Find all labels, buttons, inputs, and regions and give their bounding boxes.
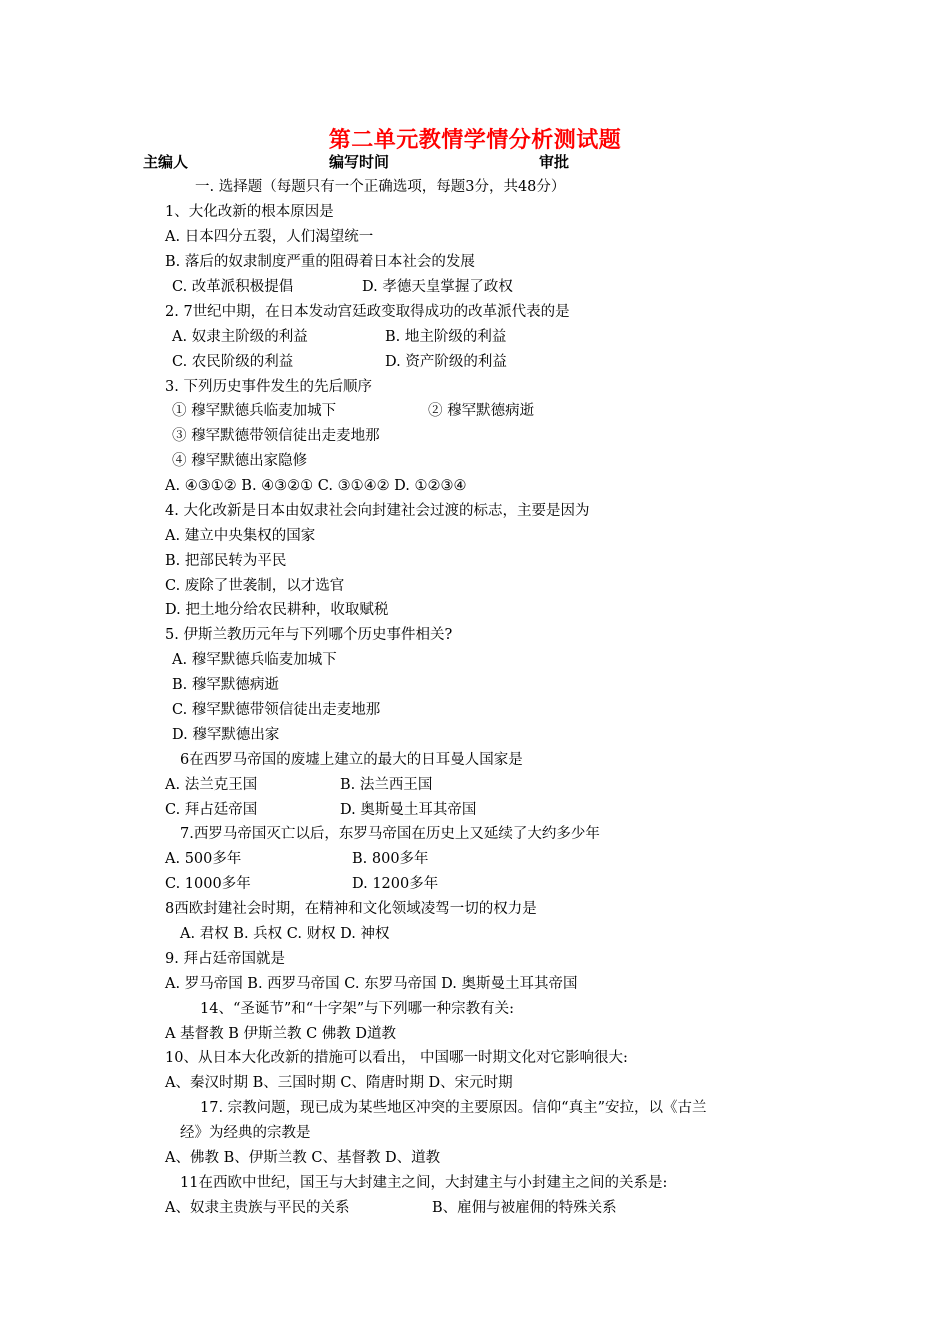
- q6-option-a: A. 法兰克王国: [165, 777, 258, 793]
- q7-option-d: D. 1200多年: [352, 876, 439, 892]
- question-4: 4. 大化改新是日本由奴隶社会向封建社会过渡的标志，主要是因为: [165, 503, 590, 519]
- q5-option-a: A. 穆罕默德兵临麦加城下: [172, 652, 337, 668]
- question-2: 2. 7世纪中期，在日本发动宫廷政变取得成功的改革派代表的是: [165, 304, 570, 320]
- q6-option-b: B. 法兰西王国: [340, 777, 433, 793]
- q7-option-a: A. 500多年: [165, 851, 242, 867]
- q5-option-b: B. 穆罕默德病逝: [172, 677, 279, 693]
- q6-option-c: C. 拜占廷帝国: [165, 802, 258, 818]
- question-7: 7.西罗马帝国灭亡以后，东罗马帝国在历史上又延续了大约多少年: [180, 826, 600, 842]
- q5-option-c: C. 穆罕默德带领信徒出走麦地那: [172, 702, 381, 718]
- q11-option-a: A、奴隶主贵族与平民的关系: [165, 1200, 350, 1216]
- q1-option-d: D. 孝德天皇掌握了政权: [362, 279, 513, 295]
- q1-option-c: C. 改革派积极提倡: [172, 279, 294, 295]
- q2-option-b: B. 地主阶级的利益: [385, 329, 507, 345]
- meta-approval: 审批: [539, 153, 570, 171]
- question-11: 11在西欧中世纪，国王与大封建主之间，大封建主与小封建主之间的关系是:: [180, 1175, 668, 1191]
- question-8: 8西欧封建社会时期，在精神和文化领域凌驾一切的权力是: [165, 901, 537, 917]
- q6-option-d: D. 奥斯曼土耳其帝国: [340, 802, 477, 818]
- q3-event-3: ③ 穆罕默德带领信徒出走麦地那: [172, 428, 380, 444]
- q7-option-b: B. 800多年: [352, 851, 429, 867]
- question-6: 6在西罗马帝国的废墟上建立的最大的日耳曼人国家是: [180, 752, 523, 768]
- q1-option-a: A. 日本四分五裂，人们渴望统一: [165, 229, 374, 245]
- q4-option-c: C. 废除了世袭制，以才选官: [165, 578, 345, 594]
- meta-editor: 主编人: [143, 153, 189, 171]
- q4-option-b: B. 把部民转为平民: [165, 553, 287, 569]
- q8-options: A. 君权 B. 兵权 C. 财权 D. 神权: [180, 926, 390, 942]
- question-3: 3. 下列历史事件发生的先后顺序: [165, 379, 372, 395]
- q17-options: A、佛教 B、伊斯兰教 C、基督教 D、道教: [165, 1150, 441, 1166]
- question-17: 17. 宗教问题，现已成为某些地区冲突的主要原因。信仰“真主”安拉，以《古兰: [200, 1100, 707, 1116]
- document-title: 第二单元教情学情分析测试题: [328, 128, 622, 153]
- q9-options: A. 罗马帝国 B. 西罗马帝国 C. 东罗马帝国 D. 奥斯曼土耳其帝国: [165, 976, 578, 992]
- question-14: 14、“圣诞节”和“十字架”与下列哪一种宗教有关:: [200, 1001, 514, 1017]
- q2-option-c: C. 农民阶级的利益: [172, 354, 294, 370]
- q3-event-1: ① 穆罕默德兵临麦加城下: [172, 403, 337, 419]
- q5-option-d: D. 穆罕默德出家: [172, 727, 280, 743]
- q10-options: A、秦汉时期 B、三国时期 C、隋唐时期 D、宋元时期: [165, 1075, 513, 1091]
- q2-option-a: A. 奴隶主阶级的利益: [172, 329, 308, 345]
- question-1: 1、大化改新的根本原因是: [165, 204, 334, 220]
- meta-date: 编写时间: [329, 153, 390, 171]
- q3-event-2: ② 穆罕默德病逝: [428, 403, 535, 419]
- question-17-continued: 经》为经典的宗教是: [180, 1125, 311, 1141]
- q3-options: A. ④③①② B. ④③②① C. ③①④② D. ①②③④: [165, 478, 467, 494]
- q4-option-d: D. 把土地分给农民耕种，收取赋税: [165, 602, 389, 618]
- q7-option-c: C. 1000多年: [165, 876, 251, 892]
- q11-option-b: B、雇佣与被雇佣的特殊关系: [432, 1200, 617, 1216]
- question-10: 10、从日本大化改新的措施可以看出， 中国哪一时期文化对它影响很大:: [165, 1050, 628, 1066]
- question-5: 5. 伊斯兰教历元年与下列哪个历史事件相关?: [165, 627, 453, 643]
- section-heading: 一. 选择题（每题只有一个正确选项，每题3分，共48分）: [195, 179, 566, 195]
- q14-options: A 基督教 B 伊斯兰教 C 佛教 D道教: [165, 1026, 397, 1042]
- q1-option-b: B. 落后的奴隶制度严重的阻碍着日本社会的发展: [165, 254, 475, 270]
- question-9: 9. 拜占廷帝国就是: [165, 951, 285, 967]
- q4-option-a: A. 建立中央集权的国家: [165, 528, 316, 544]
- q3-event-4: ④ 穆罕默德出家隐修: [172, 453, 308, 469]
- q2-option-d: D. 资产阶级的利益: [385, 354, 507, 370]
